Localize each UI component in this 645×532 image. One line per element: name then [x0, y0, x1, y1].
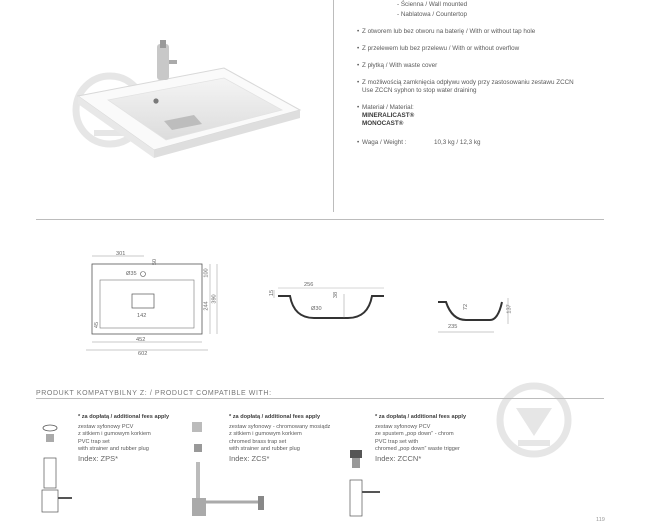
column-divider: [333, 0, 334, 212]
product-zps-line: zestaw syfonowy PCV: [78, 424, 134, 431]
dim-38: 38: [333, 291, 340, 299]
basin-render: [74, 38, 304, 168]
dim-72: 72: [463, 303, 470, 311]
dim-35: Ø35: [126, 271, 137, 277]
product-zcs-line: z sitkiem i gumowym korkiem: [229, 431, 302, 438]
dim-602: 602: [138, 351, 148, 357]
product-zps-line: with strainer and rubber plug: [78, 445, 149, 452]
product-zccn-index: Index: ZCCN*: [375, 454, 422, 464]
product-zccn-line: PVC trap set with: [375, 438, 419, 445]
spec-mount-countertop: - Nablatowa / Countertop: [397, 11, 468, 18]
product-zps: [78, 414, 169, 462]
dim-50: 50: [152, 258, 159, 266]
spec-tap-hole: • Z otworem lub bez otworu na baterię / With or without tap hole: [357, 28, 536, 35]
product-zccn-note: * za dopłatą / additional fees apply: [375, 414, 467, 420]
product-zcs-index: Index: ZCS*: [229, 454, 270, 464]
dim-301: 301: [116, 251, 126, 257]
dim-100: 100: [203, 268, 210, 278]
product-zccn: [375, 414, 466, 462]
product-zcs-line: zestaw syfonowy - chromowany mosiądz: [229, 424, 331, 431]
dim-142: 142: [137, 313, 147, 319]
spec-weight: • Waga / Weight : 10,3 kg / 12,3 kg: [357, 139, 481, 146]
product-zps-index: Index: ZPS*: [78, 454, 119, 464]
dim-452: 452: [136, 337, 146, 343]
spec-overflow: • Z przelewem lub bez przelewu / With or without overflow: [357, 45, 520, 52]
product-zps-line: PVC trap set: [78, 438, 110, 445]
spec-waste-cover: • Z płytką / With waste cover: [357, 62, 438, 69]
product-zps-line: z sitkiem i gumowym korkiem: [78, 431, 151, 438]
product-zccn-line: chromed „pop down” waste trigger: [375, 445, 460, 452]
dim-30: Ø30: [311, 306, 322, 312]
dim-45: 45: [94, 321, 101, 329]
dim-244: 244: [203, 301, 210, 311]
page-number: 119: [596, 517, 605, 523]
zps-syphon-drawing: [36, 418, 76, 522]
spec-material: • Materiał / Material: MINERALICAST® MONOCAST®: [357, 104, 415, 127]
dim-137: 137: [506, 304, 513, 314]
dim-15: 15: [269, 289, 276, 297]
compatible-title: PRODUKT KOMPATYBILNY Z: / PRODUCT COMPATIBLE WITH:: [36, 390, 272, 397]
dim-256: 256: [304, 282, 314, 288]
spec-zccn: • Z możliwością zamknięcia odpływu wody przy zastosowaniu zestawu ZCCN Use ZCCN syphon to stop water draining: [357, 79, 574, 94]
dim-235: 235: [448, 324, 458, 330]
dim-390: 390: [211, 294, 218, 304]
product-zcs-line: with strainer and rubber plug: [229, 445, 300, 452]
product-zcs-note: * za dopłatą / additional fees apply: [229, 414, 321, 420]
spec-mount-wall: - Ścienna / Wall mounted: [397, 1, 468, 8]
product-zccn-line: zestaw syfonowy PCV: [375, 424, 431, 431]
product-zcs: [229, 414, 330, 462]
side-section-drawing: [432, 294, 524, 340]
product-zcs-line: chromed brass trap set: [229, 438, 287, 445]
watermark-logo-right-icon: [494, 380, 574, 460]
product-zccn-line: ze spustem „pop down” - chrom: [375, 431, 454, 438]
section-divider-top: [36, 219, 604, 220]
product-zps-note: * za dopłatą / additional fees apply: [78, 414, 170, 420]
section-divider-bottom: [36, 398, 604, 399]
cross-section-drawing: [268, 282, 390, 328]
